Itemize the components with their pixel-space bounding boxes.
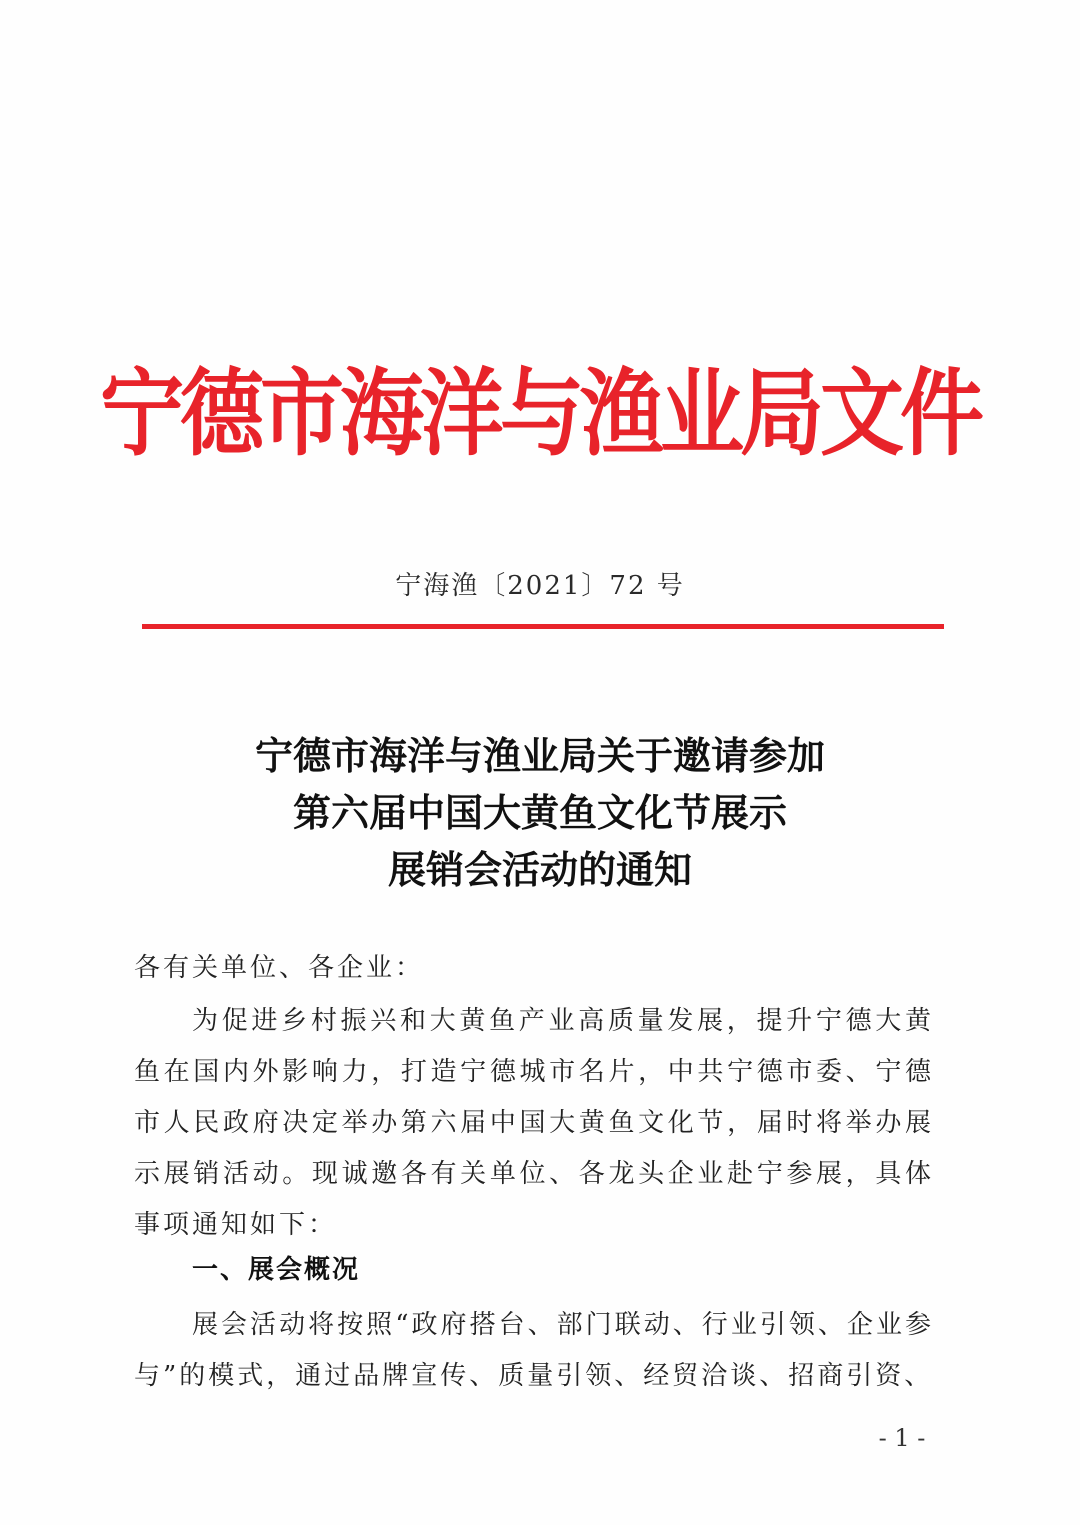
notice-title-line: 展销会活动的通知 bbox=[387, 848, 692, 892]
notice-title-line: 第六届中国大黄鱼文化节展示 bbox=[292, 791, 787, 835]
salutation: 各有关单位、各企业： bbox=[134, 953, 425, 983]
document-header-title: 宁德市海洋与渔业局文件 bbox=[99, 357, 980, 469]
red-divider-line bbox=[142, 624, 944, 629]
section-heading: 一、展会概况 bbox=[192, 1255, 361, 1285]
body-paragraph: 展会活动将按照“政府搭台、部门联动、行业引领、企业参与”的模式，通过品牌宣传、质量引领、经贸洽谈、招商引资、 bbox=[134, 1310, 934, 1391]
body-paragraph: 为促进乡村振兴和大黄鱼产业高质量发展，提升宁德大黄鱼在国内外影响力，打造宁德城市名片，中共宁德市委、宁德市人民政府决定举办第六届中国大黄鱼文化节，届时将举办展示展销活动。现诚邀各有关单位、各龙头企业赴宁参展，具体事项通知如下： bbox=[134, 1006, 934, 1240]
page-number: - 1 - bbox=[878, 1424, 926, 1452]
notice-title bbox=[90, 728, 990, 899]
document-number: 宁海渔〔2021〕72 号 bbox=[395, 571, 685, 601]
notice-title-line: 宁德市海洋与渔业局关于邀请参加 bbox=[254, 734, 825, 778]
